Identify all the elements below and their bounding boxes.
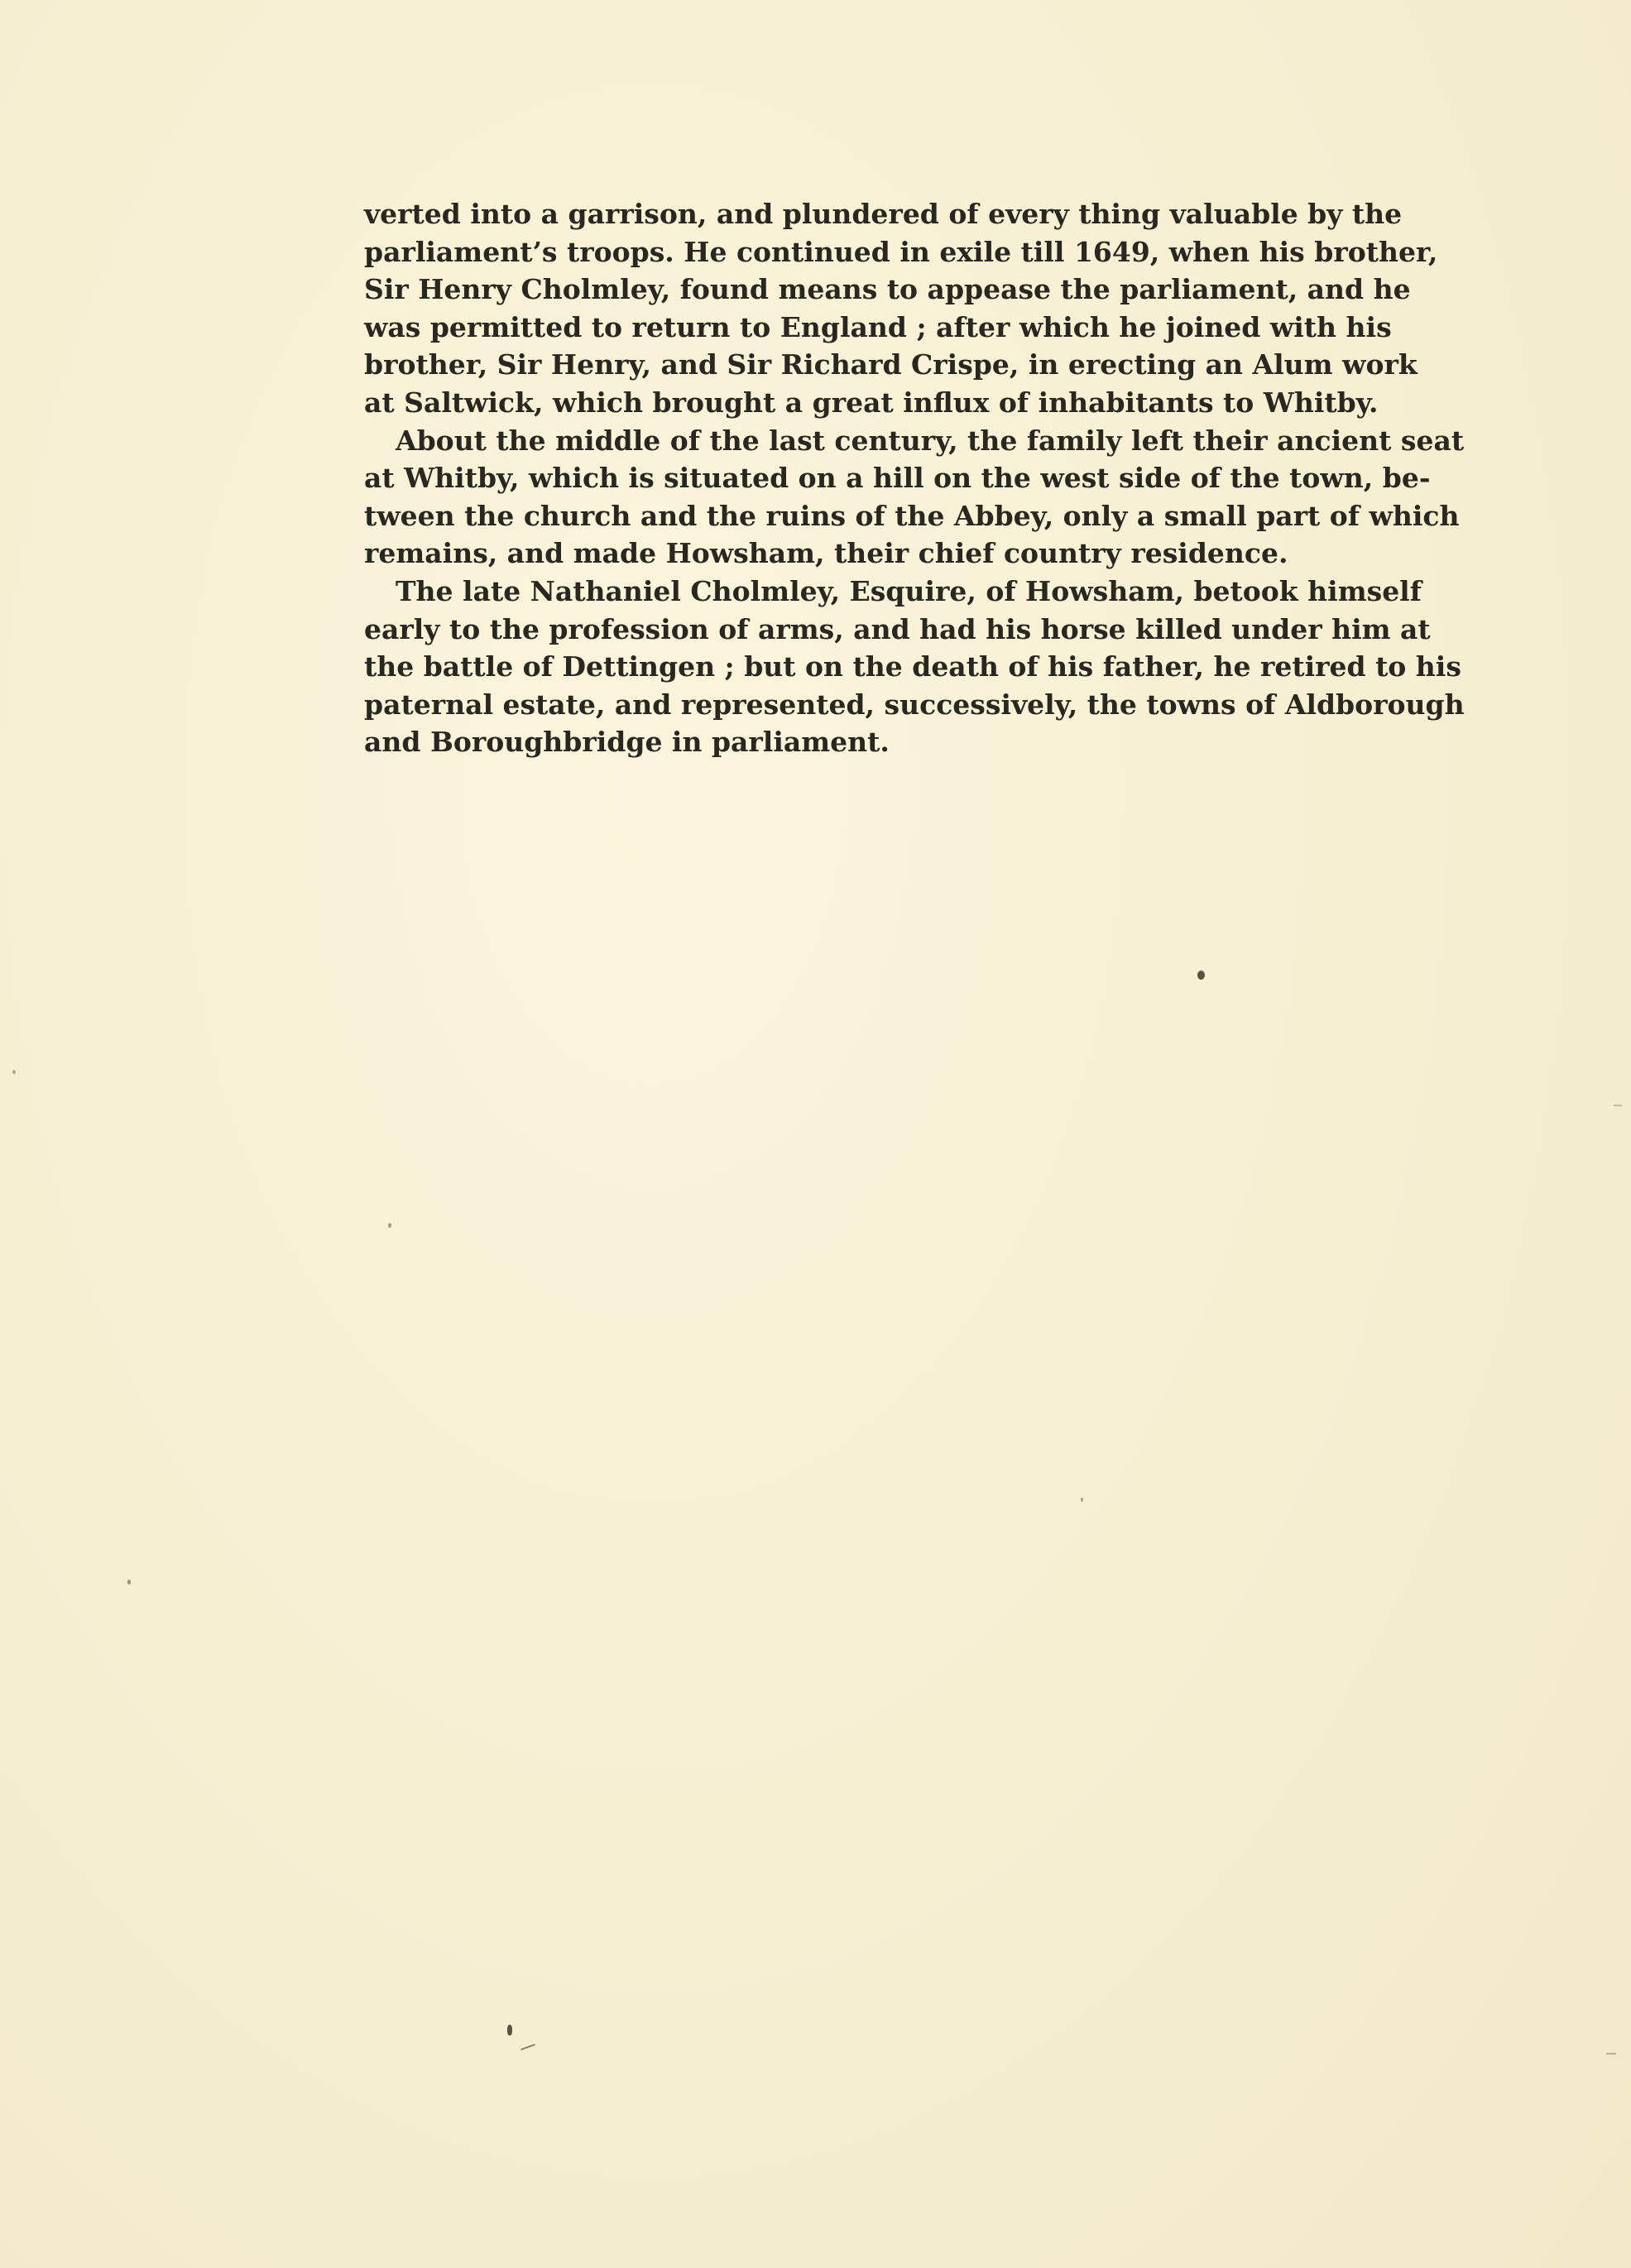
paragraph <box>364 195 1438 422</box>
text-line: remains, and made Howsham, their chief country residence. <box>364 537 1288 570</box>
text-line: at Saltwick, which brought a great influx of inhabitants to Whitby. <box>364 386 1379 419</box>
text-line: and Boroughbridge in parliament. <box>364 726 890 759</box>
text-line: Sir Henry Cholmley, found means to appease the parliament, and he <box>364 273 1411 306</box>
ink-speck <box>507 2025 512 2035</box>
ink-speck <box>1081 1498 1083 1502</box>
ink-mark <box>520 2044 535 2050</box>
text-line: About the middle of the last century, the family left their ancient seat <box>396 424 1465 457</box>
text-line: the battle of Dettingen ; but on the death of his father, he retired to his <box>364 650 1461 683</box>
ink-speck <box>12 1070 16 1074</box>
ink-mark <box>1614 1105 1622 1106</box>
text-line: verted into a garrison, and plundered of every thing valuable by the <box>364 198 1403 230</box>
text-line: paternal estate, and represented, successively, the towns of Aldborough <box>364 688 1465 721</box>
ink-speck <box>388 1223 391 1228</box>
paragraph <box>364 573 1465 761</box>
text-line: at Whitby, which is situated on a hill on the west side of the town, be- <box>364 462 1431 495</box>
body-text <box>364 195 1465 761</box>
ink-speck <box>127 1580 131 1585</box>
text-line: parliament’s troops. He continued in exile till 1649, when his brother, <box>364 235 1438 268</box>
ink-mark <box>1606 2053 1616 2055</box>
paragraph <box>364 422 1465 573</box>
text-line: The late Nathaniel Cholmley, Esquire, of Howsham, betook himself <box>396 574 1422 607</box>
ink-speck <box>1197 971 1205 980</box>
text-line: early to the profession of arms, and had his horse killed under him at <box>364 612 1431 645</box>
text-line: tween the church and the ruins of the Abbey, only a small part of which <box>364 499 1460 532</box>
text-line: was permitted to return to England ; after which he joined with his <box>364 310 1392 343</box>
text-line: brother, Sir Henry, and Sir Richard Crispe, in erecting an Alum work <box>364 348 1418 381</box>
